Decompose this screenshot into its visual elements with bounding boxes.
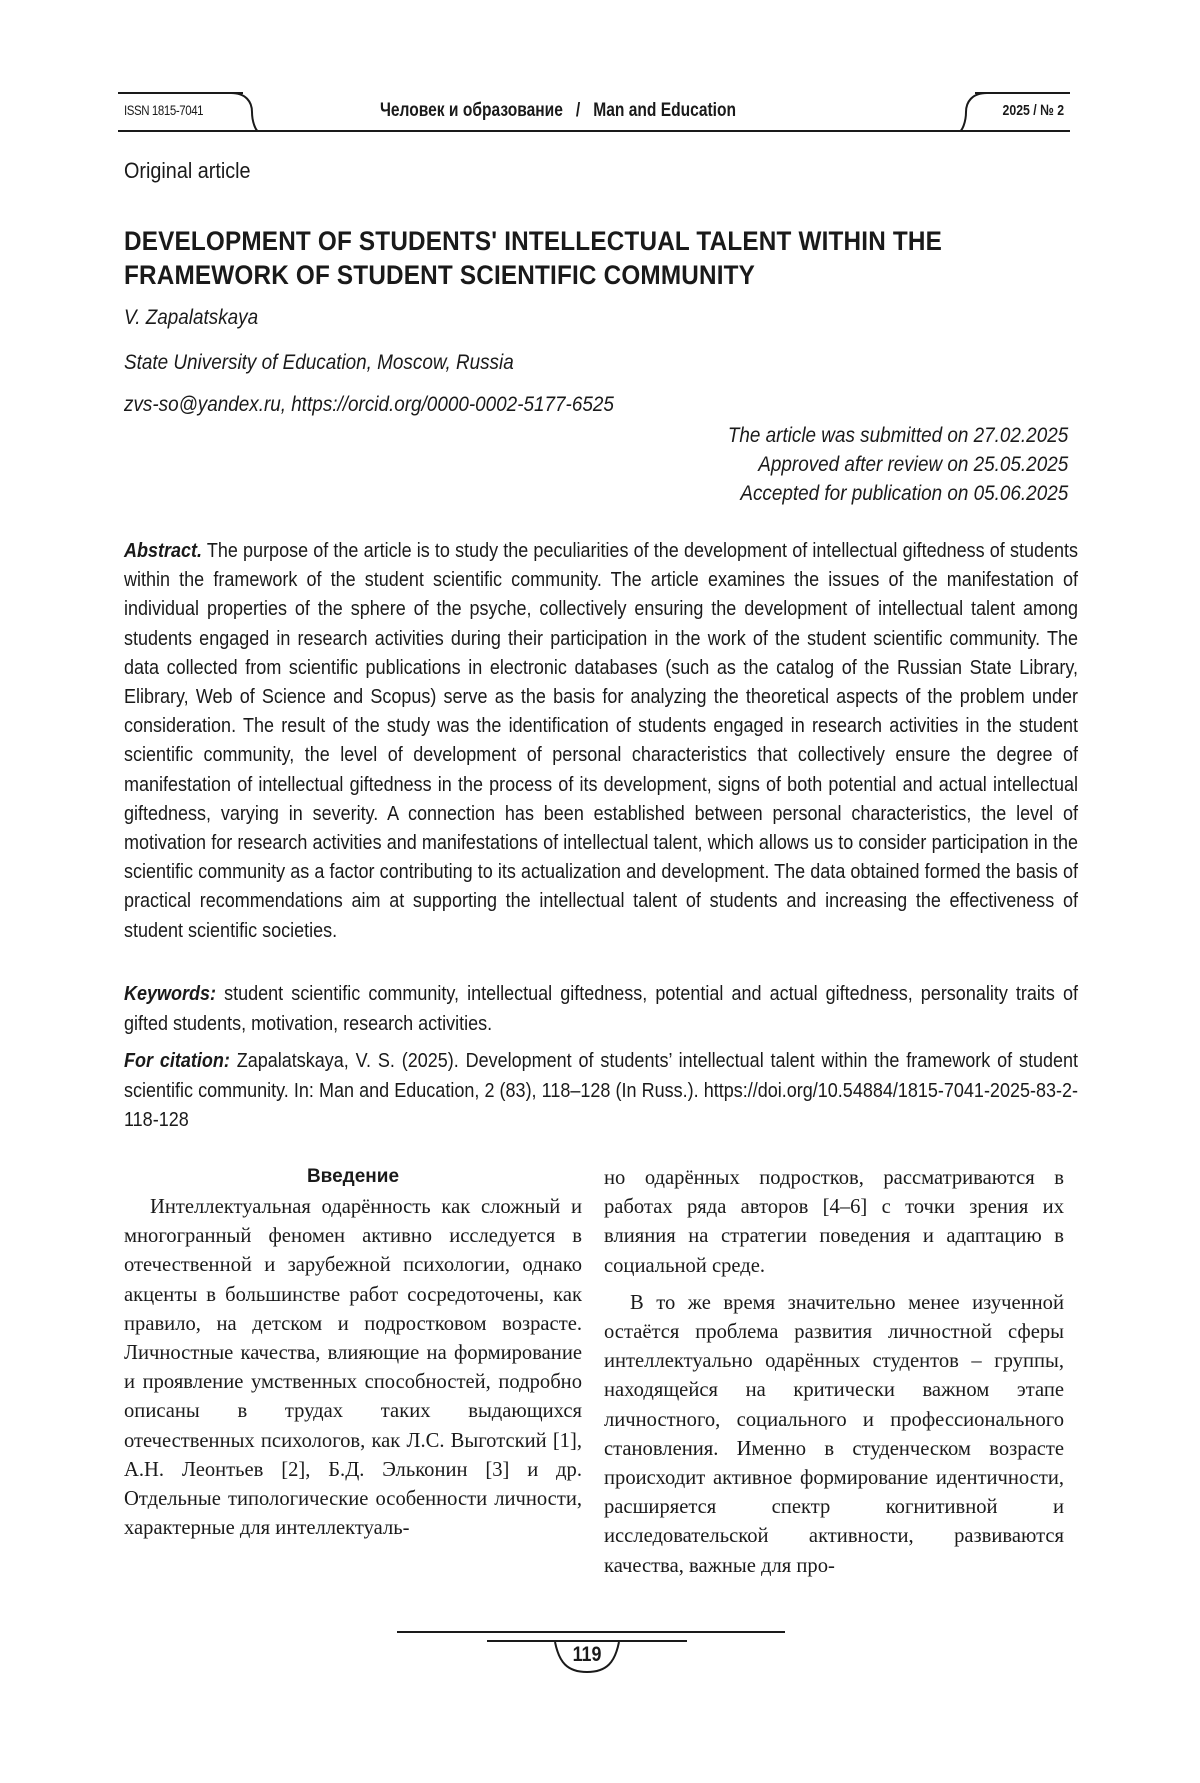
article-type: Original article (124, 158, 251, 184)
issn: ISSN 1815-7041 (124, 102, 203, 118)
body-column-left (124, 1164, 582, 1543)
article-title (124, 224, 1006, 292)
abstract (124, 537, 1078, 946)
author-name: V. Zapalatskaya (124, 306, 258, 330)
body-column-right (604, 1164, 1064, 1581)
abstract-text: The purpose of the article is to study the peculiarities of the development of intellectual giftedness of students within the framework of the student scientific community. The article examines the issues of the manifestation of individual properties of the sphere of the psyche, collectively ensuring the development of intellectual talent among students engaged in research activities during their participation in the work of the student scientific community. The data collected from scientific publications in electronic databases (such as the catalog of the Russian State Library, Elibrary, Web of Science and Scopus) serve as the basis for analyzing the theoretical aspects of the problem under consideration. The result of the study was the identification of students engaged in research activities in the student scientific community, the level of development of personal characteristics that collectively ensure the degree of manifestation of intellectual giftedness in the process of its development, signs of both potential and actual intellectual giftedness, varying in severity. A connection has been established between personal characteristics, the level of motivation for research activities and manifestations of intellectual talent, which allows us to consider participation in the scientific community as a factor contributing to its actualization and development. The data obtained formed the basis of practical recommendations aim at supporting the intellectual talent of students and increasing the effectiveness of student scientific societies. (124, 540, 1078, 942)
keywords (124, 980, 1078, 1039)
paragraph-1-continued: но одарённых подростков, рассматриваются в работах ряда авторов [4–6] с точки зрения их влияния на стратегии поведения и адаптацию в социальной среде. (604, 1164, 1064, 1281)
footer-rule-top (397, 1631, 785, 1633)
author-contact: zvs-so@yandex.ru, https://orcid.org/0000-0002-5177-6525 (124, 393, 614, 417)
date-approved: Approved after review on 25.05.2025 (728, 450, 1068, 479)
abstract-label: Abstract. (124, 540, 202, 562)
journal-page (0, 0, 1200, 1783)
date-submitted: The article was submitted on 27.02.2025 (728, 421, 1068, 450)
date-accepted: Accepted for publication on 05.06.2025 (728, 479, 1068, 508)
article-dates (728, 421, 1068, 508)
running-header (118, 92, 1070, 132)
page-number: 119 (547, 1643, 627, 1667)
citation-label: For citation: (124, 1050, 230, 1072)
header-rule-bottom (118, 130, 1070, 132)
title-line-1: DEVELOPMENT OF STUDENTS' INTELLECTUAL TALENT WITHIN THE (124, 224, 1006, 258)
section-title: Введение (124, 1164, 582, 1190)
citation-text: Zapalatskaya, V. S. (2025). Development of students’ intellectual talent within the framework of student scientific community. In: Man and Education, 2 (83), 118–128 (In Russ.). https://doi.org/10.54884/1815-7041-2025-83-2-118-128 (124, 1050, 1078, 1131)
keywords-label: Keywords: (124, 983, 216, 1005)
citation (124, 1047, 1078, 1136)
header-rule-left (118, 92, 243, 94)
header-curve-right (960, 92, 988, 132)
paragraph-2: В то же время значительно менее изученной остаётся проблема развития личностной сферы интеллектуально одарённых студентов – группы, находящейся на критически важном этапе личностного, социального и профессионального становления. Именно в студенческом возрасте происходит активное формирование идентичности, расширяется спектр когнитивной и исследовательской активности, развиваются качества, важные для про- (604, 1289, 1064, 1581)
journal-name: Человек и образование / Man and Education (345, 100, 771, 122)
header-curve-left (230, 92, 258, 132)
paragraph-1: Интеллектуальная одарённость как сложный и многогранный феномен активно исследуется в отечественной и зарубежной психологии, однако акценты в большинстве работ сосредоточены, как правило, на детском и подростковом возрасте. Личностные качества, влияющие на формирование и проявление умственных способностей, подробно описаны в трудах таких выдающихся отечественных психологов, как Л.С. Выготский [1], А.Н. Леонтьев [2], Б.Д. Эльконин [3] и др. Отдельные типологические особенности личности, характерные для интеллектуаль- (124, 1193, 582, 1543)
title-line-2: FRAMEWORK OF STUDENT SCIENTIFIC COMMUNITY (124, 258, 1006, 292)
keywords-text: student scientific community, intellectual giftedness, potential and actual giftedness, personality traits of gifted students, motivation, research activities. (124, 983, 1078, 1035)
header-rule-right (975, 92, 1070, 94)
author-affiliation: State University of Education, Moscow, Russia (124, 351, 514, 375)
issue-number: 2025 / № 2 (1002, 102, 1064, 119)
